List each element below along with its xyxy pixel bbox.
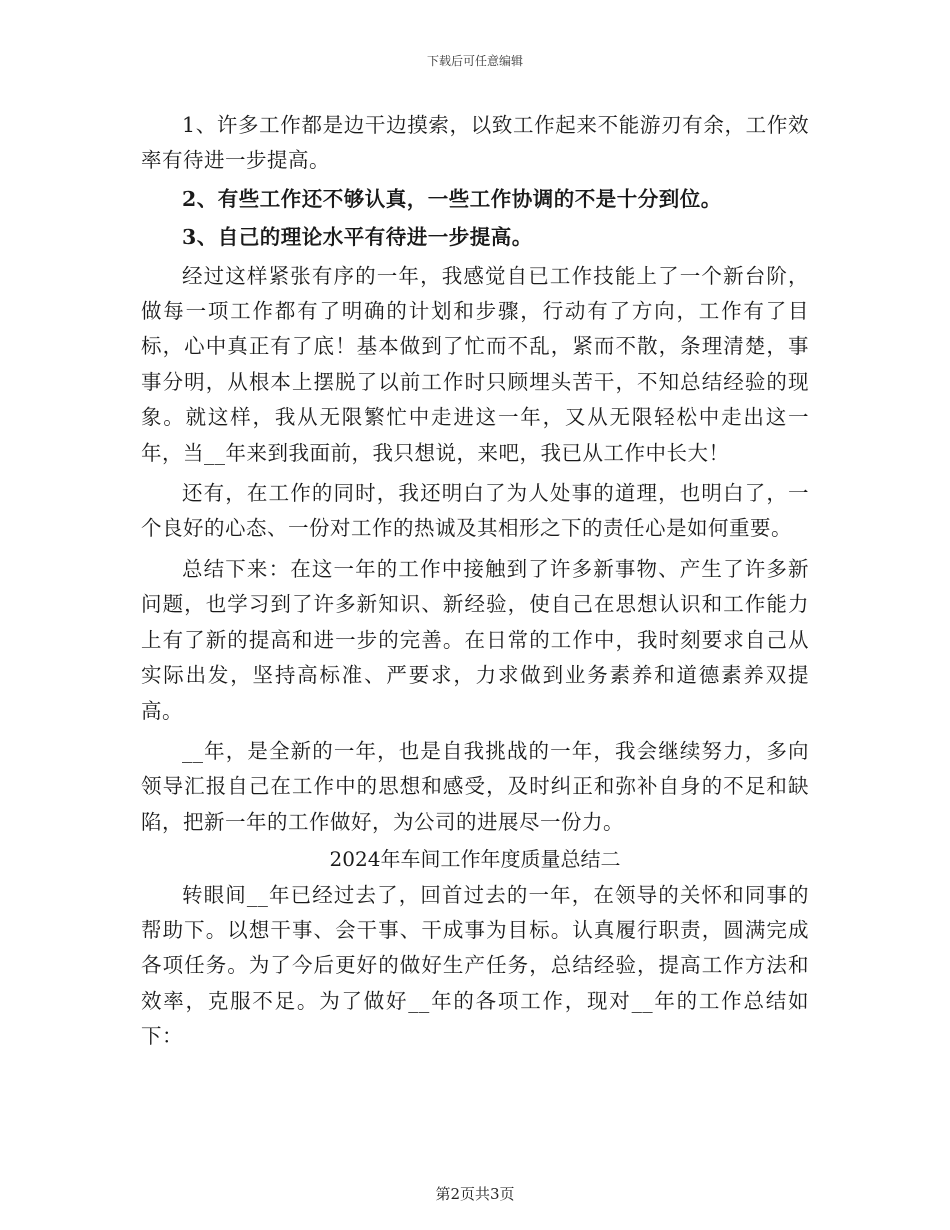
paragraph-experience: 经过这样紧张有序的一年，我感觉自已工作技能上了一个新台阶，做每一项工作都有了明确的计划和步骤，行动有了方向，工作有了目标，心中真正有了底！基本做到了忙而不乱，紧而不散，条理清楚，事事分明，从根本上摆脱了以前工作时只顾埋头苦干，不知总结经验的现象。就这样，我从无限繁忙中走进这一年，又从无限轻松中走出这一年，当__年来到我面前，我只想说，来吧，我已从工作中长大！ — [141, 263, 809, 465]
document-body — [141, 108, 809, 1055]
paragraph-summary: 总结下来：在这一年的工作中接触到了许多新事物、产生了许多新问题，也学习到了许多新知识、新经验，使自己在思想认识和工作能力上有了新的提高和进一步的完善。在日常的工作中，我时刻要求自己从实际出发，坚持高标准、严要求，力求做到业务素养和道德素养双提高。 — [141, 556, 809, 723]
paragraph-new-year: __年，是全新的一年，也是自我挑战的一年，我会继续努力，多向领导汇报自己在工作中的思想和感受，及时纠正和弥补自身的不足和缺陷，把新一年的工作做好，为公司的进展尽一份力。 — [141, 738, 809, 834]
paragraph-also: 还有，在工作的同时，我还明白了为人处事的道理，也明白了，一个良好的心态、一份对工作的热诚及其相形之下的责任心是如何重要。 — [141, 481, 809, 541]
paragraph-item-2: 2、有些工作还不够认真，一些工作协调的不是十分到位。 — [182, 186, 722, 211]
paragraph-item-3: 3、自己的理论水平有待进一步提高。 — [182, 225, 533, 250]
paragraph-item-1: 1、许多工作都是边干边摸索，以致工作起来不能游刃有余，工作效率有待进一步提高。 — [141, 113, 809, 173]
page-footer: 第2页共3页 — [435, 1185, 515, 1203]
section-title: 2024年车间工作年度质量总结二 — [329, 847, 621, 872]
paragraph-section-intro: 转眼间__年已经过去了，回首过去的一年，在领导的关怀和同事的帮助下。以想干事、会干事、干成事为目标。认真履行职责，圆满完成各项任务。为了今后更好的做好生产任务，总结经验，提高工作方法和效率，克服不足。为了做好__年的各项工作，现对__年的工作总结如下： — [141, 882, 809, 1049]
page-header: 下载后可任意编辑 — [426, 54, 523, 68]
